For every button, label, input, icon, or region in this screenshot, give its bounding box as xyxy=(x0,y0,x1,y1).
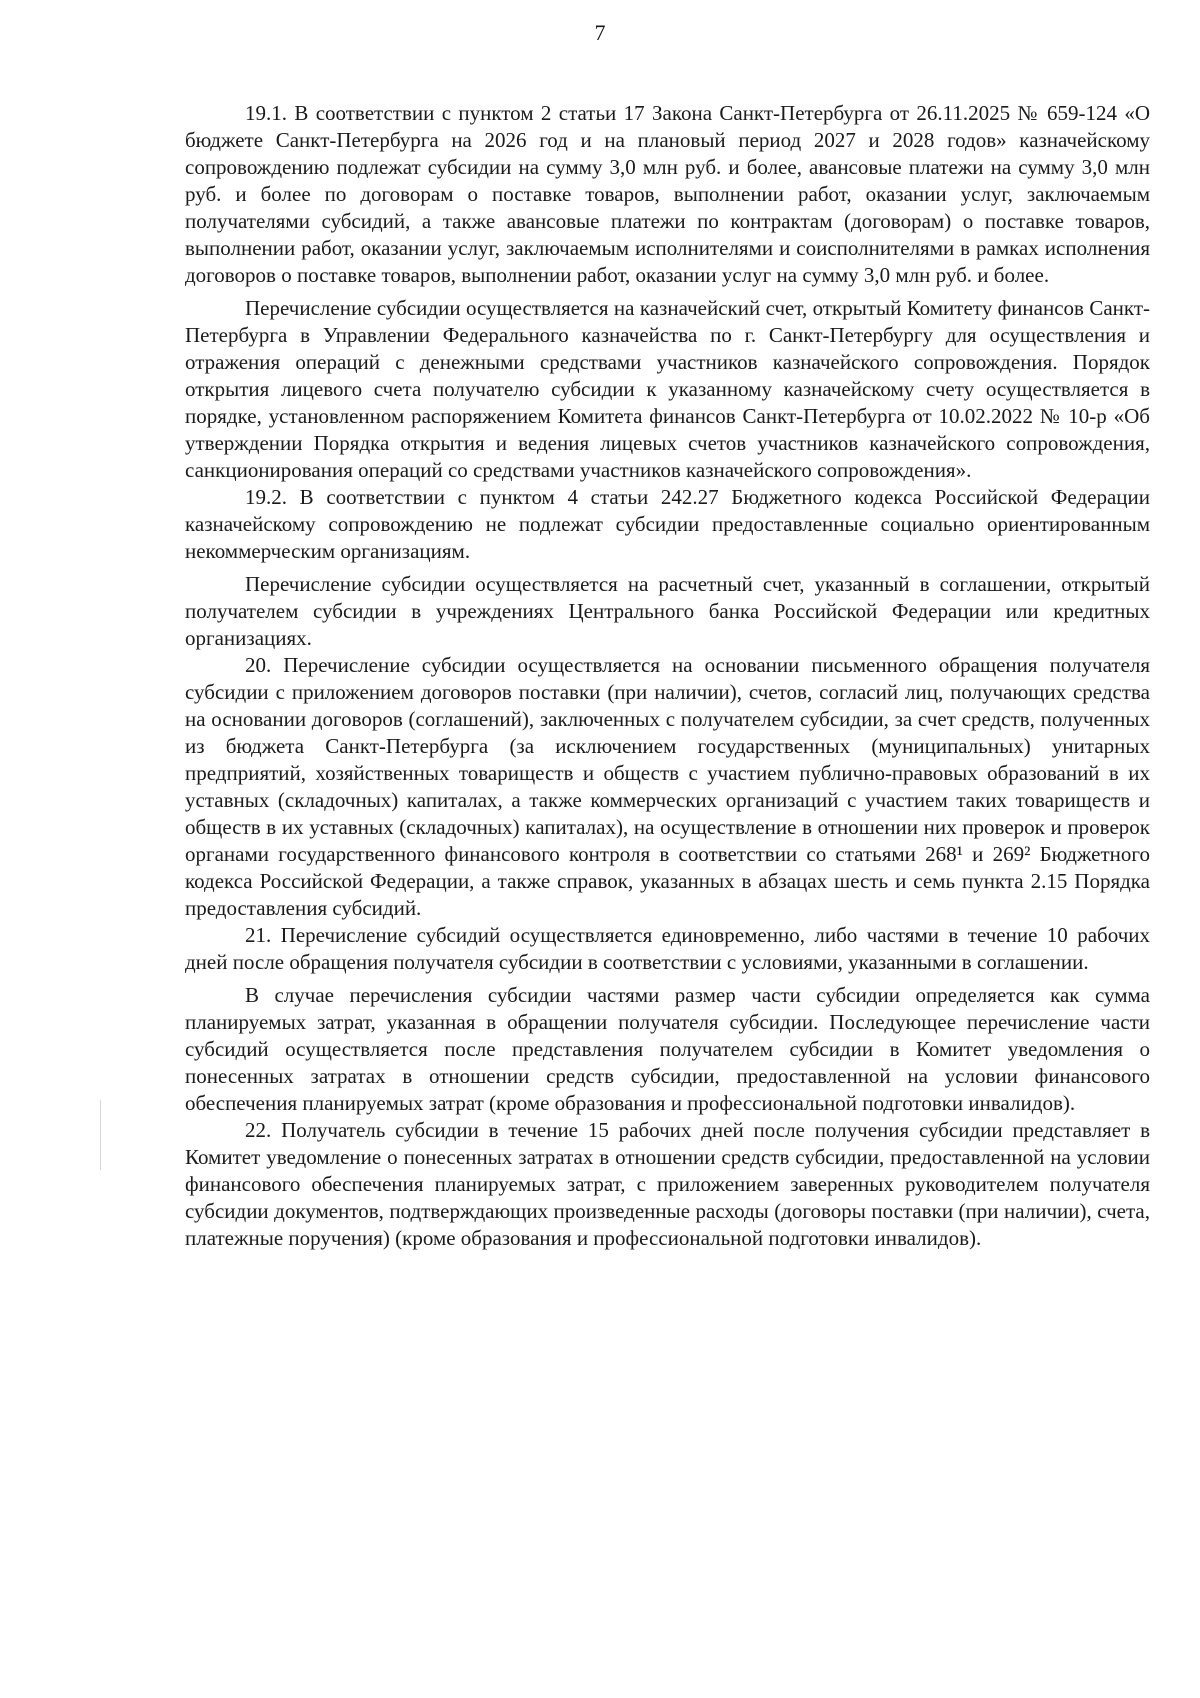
paragraph-22: 22. Получатель субсидии в течение 15 рабочих дней после получения субсидии представляет в Комитет уведомление о понесенных затратах в отношении средств субсидии, предоставленной на условии финансового обеспечения планируемых затрат, с приложением заверенных руководителем получателя субсидии документов, подтверждающих произведенные расходы (договоры поставки (при наличии), счета, платежные поручения) (кроме образования и профессиональной подготовки инвалидов). xyxy=(185,1118,1150,1250)
paragraph-19-2: 19.2. В соответствии с пунктом 4 статьи 242.27 Бюджетного кодекса Российской Федерации казначейскому сопровождению не подлежат субсидии предоставленные социально ориентированным некоммерческим организациям. xyxy=(185,485,1150,563)
paragraph-20: 20. Перечисление субсидии осуществляется на основании письменного обращения получателя субсидии с приложением договоров поставки (при наличии), счетов, согласий лиц, получающих средства на основании договоров (соглашений), заключенных с получателем субсидии, за счет средств, полученных из бюджета Санкт-Петербурга (за исключением государственных (муниципальных) унитарных предприятий, хозяйственных товариществ и обществ с участием публично-правовых образований в их уставных (складочных) капиталах, а также коммерческих организаций с участием таких товариществ и обществ в их уставных (складочных) капиталах), на осуществление в отношении них проверок и проверок органами государственного финансового контроля в соответствии со статьями 268¹ и 269² Бюджетного кодекса Российской Федерации, а также справок, указанных в абзацах шесть и семь пункта 2.15 Порядка предоставления субсидий. xyxy=(185,653,1150,920)
paragraph-treasury-account: Перечисление субсидии осуществляется на казначейский счет, открытый Комитету финансов Санкт-Петербурга в Управлении Федерального казначейства по г. Санкт-Петербургу для осуществления и отражения операций с денежными средствами участников казначейского сопровождения. Порядок открытия лицевого счета получателю субсидии к указанному казначейскому счету осуществляется в порядке, установленном распоряжением Комитета финансов Санкт-Петербурга от 10.02.2022 № 10-р «Об утверждении Порядка открытия и ведения лицевых счетов участников казначейского сопровождения, санкционирования операций со средствами участников казначейского сопровождения». xyxy=(185,296,1150,482)
paragraph-partial-transfer: В случае перечисления субсидии частями размер части субсидии определяется как сумма планируемых затрат, указанная в обращении получателя субсидии. Последующее перечисление части субсидий осуществляется после представления получателем субсидии в Комитет уведомления о понесенных затратах в отношении средств субсидии, предоставленной на условии финансового обеспечения планируемых затрат (кроме образования и профессиональной подготовки инвалидов). xyxy=(185,983,1150,1115)
page-number: 7 xyxy=(594,20,606,45)
paragraph-settlement-account: Перечисление субсидии осуществляется на расчетный счет, указанный в соглашении, открытый получателем субсидии в учреждениях Центрального банка Российской Федерации или кредитных организациях. xyxy=(185,572,1150,650)
paragraph-19-1: 19.1. В соответствии с пунктом 2 статьи 17 Закона Санкт-Петербурга от 26.11.2025 № 659-124 «О бюджете Санкт-Петербурга на 2026 год и на плановый период 2027 и 2028 годов» казначейскому сопровождению подлежат субсидии на сумму 3,0 млн руб. и более, авансовые платежи на сумму 3,0 млн руб. и более по договорам о поставке товаров, выполнении работ, оказании услуг, заключаемым получателями субсидий, а также авансовые платежи по контрактам (договорам) о поставке товаров, выполнении работ, оказании услуг, заключаемым исполнителями и соисполнителями в рамках исполнения договоров о поставке товаров, выполнении работ, оказании услуг на сумму 3,0 млн руб. и более. xyxy=(185,101,1150,287)
document-body xyxy=(185,100,1150,1252)
scan-margin-mark xyxy=(100,1100,101,1170)
paragraph-21: 21. Перечисление субсидий осуществляется единовременно, либо частями в течение 10 рабочих дней после обращения получателя субсидии в соответствии с условиями, указанными в соглашении. xyxy=(185,923,1150,974)
